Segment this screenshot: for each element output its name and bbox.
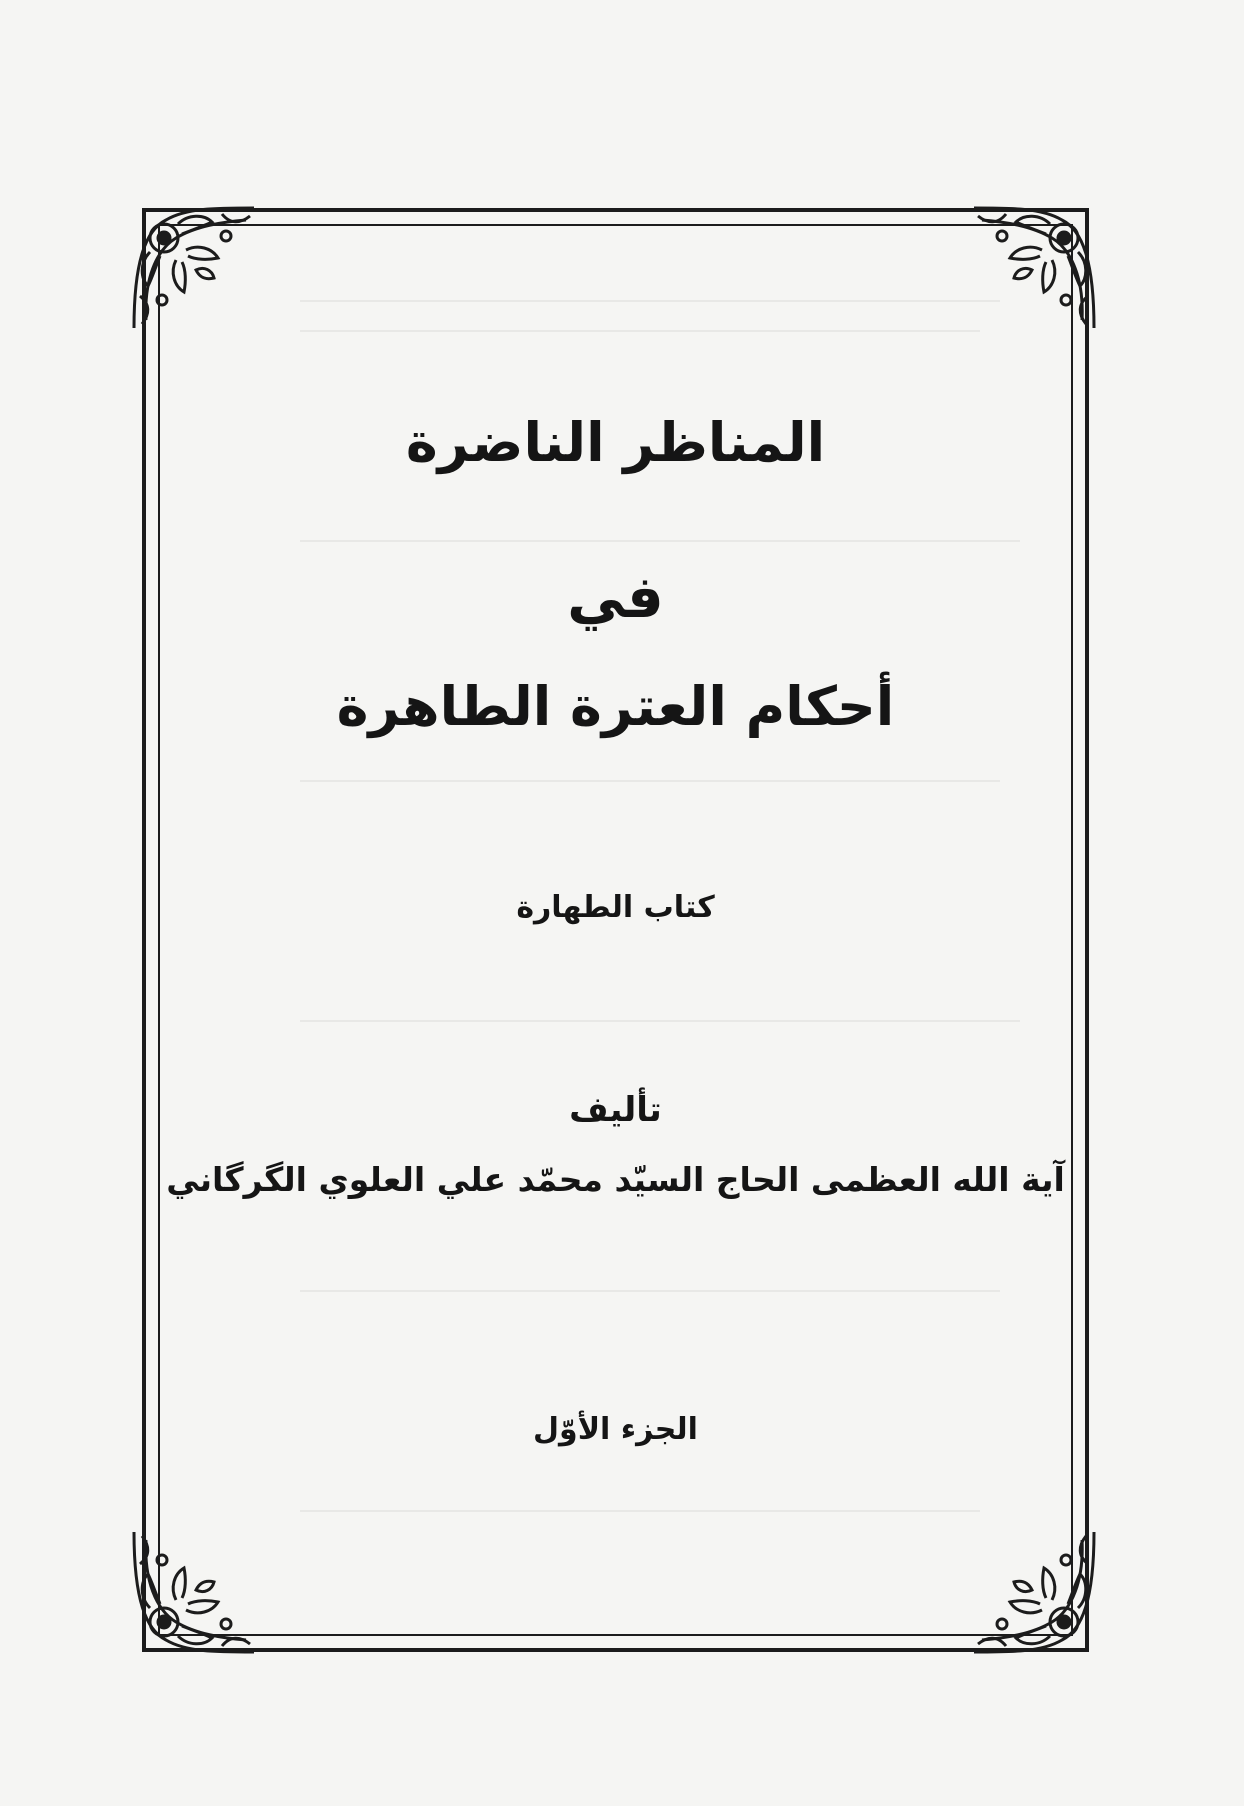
corner-ornament-icon [966, 1524, 1102, 1660]
corner-ornament-icon [966, 200, 1102, 336]
corner-ornament-icon [126, 1524, 262, 1660]
author-name: آية الله العظمى الحاج السيّد محمّد علي العلوي الگرگاني [166, 1160, 1065, 1199]
book-title-line-1: المناظر الناضرة [405, 411, 826, 474]
book-title-line-3: أحكام العترة الطاهرة [336, 675, 895, 738]
volume-label: الجزء الأوّل [533, 1412, 698, 1447]
book-subtitle: كتاب الطهارة [516, 890, 715, 925]
book-title-line-2: في [567, 563, 664, 631]
corner-ornament-icon [126, 200, 262, 336]
byline-label: تأليف [569, 1090, 662, 1130]
